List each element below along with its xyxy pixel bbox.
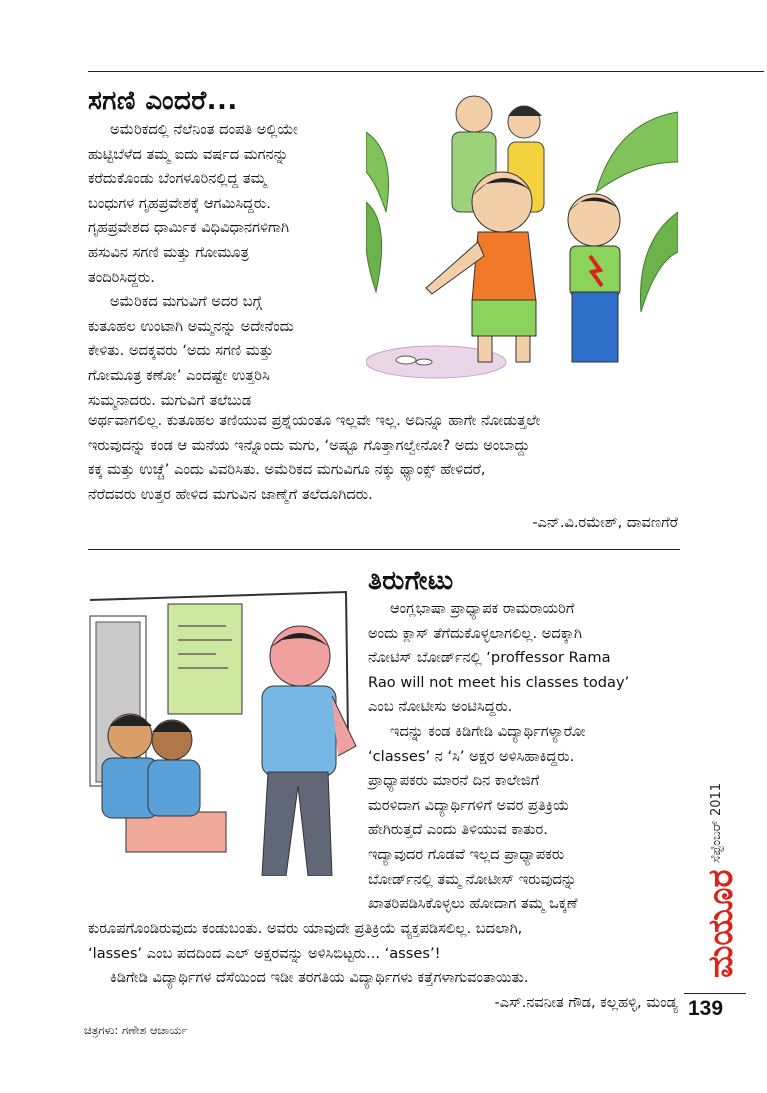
story2-line: ಇದನ್ನು ಕಂಡ ಕಿಡಿಗೇಡಿ ವಿದ್ಯಾರ್ಥಿಗಳ್ಯಾರೋ [390,722,586,740]
illustration-credit: ಚಿತ್ರಗಳು: ಗಣೇಶ ಆಚಾರ್ಯ [84,1023,188,1037]
story2-line: ಇದ್ಯಾವುದರ ಗೊಡವೆ ಇಲ್ಲದ ಪ್ರಾಧ್ಯಾಪಕರು [368,845,565,863]
page-number-rule [684,993,746,994]
page-number: 139 [688,997,724,1020]
story2-line: ಹೇಗಿರುತ್ತದೆ ಎಂದು ತಿಳಿಯುವ ಕಾತುರ. [368,821,548,839]
story2-line: ‘lasses’ ಎಂಬ ಪದದಿಂದ ಎಲ್ ಅಕ್ಷರವನ್ನು ಅಳಿಸಿಬಿಟ್ಟರು... ‘asses’! [88,944,441,962]
story2-line: ಅಂದು ಕ್ಲಾಸ್ ತೆಗೆದುಕೊಳ್ಳಲಾಗಲಿಲ್ಲ. ಅದಕ್ಕಾಗಿ [368,624,582,642]
story2-line: ಕಿಡಿಗೇಡಿ ವಿದ್ಯಾರ್ಥಿಗಳ ದೆಸೆಯಿಂದ ಇಡೀ ತರಗತಿಯ ವಿದ್ಯಾರ್ಥಿಗಳು ಕತ್ತೆಗಳಾಗುವಂತಾಯಿತು. [110,969,529,987]
children-cartoon-image [366,92,678,398]
story1-line: ಸುಮ್ಮನಾದರು. ಮಗುವಿಗೆ ತಲೆಬುಡ [88,391,252,409]
story1-line: ಕುತೂಹಲ ಉಂಟಾಗಿ ಅಮ್ಮನನ್ನು ಅದೇನೆಂದು [88,317,294,335]
top-rule [88,71,764,72]
story1-line: ಬಂಧುಗಳ ಗೃಹಪ್ರವೇಶಕ್ಕೆ ಆಗಮಿಸಿದ್ದರು. [88,194,271,212]
story2-line: ನೋಟಿಸ್ ಬೋರ್ಡ್‌ನಲ್ಲಿ ‘proffessor Rama [368,649,611,667]
story2-title: ತಿರುಗೇಟು [368,566,454,596]
story1-line: ಕಕ್ಕ ಮತ್ತು ಉಚ್ಚೆ’ ಎಂದು ವಿವರಿಸಿತು. ಅಮೆರಿಕದ ಮಗುವಿಗೂ ನಕ್ಕು ಥ್ಯಾಂಕ್ಸ್ ಹೇಳಿದರೆ, [88,461,486,479]
issue-date [700,775,730,865]
story2-illustration [86,586,366,876]
story2-line: ಆಂಗ್ಲಭಾಷಾ ಪ್ರಾಧ್ಯಾಪಕ ರಾಮರಾಯರಿಗೆ [390,600,575,617]
story1-title: ಸಗಣಿ ಎಂದರೆ... [88,86,238,116]
story1-line: ತಂದಿರಿಸಿದ್ದರು. [88,268,155,286]
story2-line: ಮರಳಿದಾಗ ವಿದ್ಯಾರ್ಥಿಗಳಿಗೆ ಅವರ ಪ್ರತಿಕ್ರಿಯೆ [368,796,570,814]
magazine-logo-text: ಮಯೂರ [701,869,741,978]
middle-rule [88,549,680,550]
story2-line: ಖಾತರಿಪಡಿಸಿಕೊಳ್ಳಲು ಹೋದಾಗ ತಮ್ಮ ಒಕ್ಕಣೆ [368,895,578,913]
story1-credit: -ಎನ್.ವಿ.ರಮೇಶ್, ದಾವಣಗೆರೆ [532,514,678,531]
story1-line: ಹಸುವಿನ ಸಗಣಿ ಮತ್ತು ಗೋಮೂತ್ರ [88,243,249,261]
story2-credit: -ಎಸ್.ನವನೀತ ಗೌಡ, ಕಲ್ಲಹಳ್ಳಿ, ಮಂಡ್ಯ [494,994,678,1011]
story2-line: ಬೋರ್ಡ್‌ನಲ್ಲಿ ತಮ್ಮ ನೋಟೀಸ್ ಇರುವುದನ್ನು [368,870,577,888]
story1-line: ಕರೆದುಕೊಂಡು ಬೆಂಗಳೂರಿನಲ್ಲಿದ್ದ ತಮ್ಮ [88,170,267,188]
story1-line: ಇರುವುದನ್ನು ಕಂಡ ಆ ಮನೆಯ ಇನ್ನೊಂದು ಮಗು, ‘ಅಷ್ಟೂ ಗೊತ್ತಾಗಲ್ವೇನೋ? ಅದು ಅಂಬಾದ್ದು [88,436,530,454]
story2-bottom-text [88,917,678,991]
story1-line: ನೆರೆದವರು ಉತ್ತರ ಹೇಳಿದ ಮಗುವಿನ ಜಾಣ್ಮೆಗೆ ತಲೆದೂಗಿದರು. [88,485,373,503]
story1-top-text [88,118,364,413]
story1-line: ಗೋಮೂತ್ರ ಕಣೋ’ ಎಂದಷ್ಟೇ ಉತ್ತರಿಸಿ [88,366,270,384]
magazine-logo [692,868,742,980]
story2-line: ಪ್ರಾಧ್ಯಾಪಕರು ಮಾರನೆ ದಿನ ಕಾಲೇಜಿಗೆ [368,772,540,790]
story1-line: ಹುಟ್ಟಿಬೆಳೆದ ತಮ್ಮ ಐದು ವರ್ಷದ ಮಗನನ್ನು [88,145,289,163]
story2-line: ‘classes’ ನ ‘ಸಿ’ ಅಕ್ಷರ ಅಳಿಸಿಹಾಕಿದ್ದರು. [368,747,575,765]
story2-line: Rao will not meet his classes today’ [368,673,630,691]
story2-top-text [368,597,678,917]
story2-line: ಎಂಬ ನೋಟೀಸು ಅಂಟಿಸಿದ್ದರು. [368,698,513,716]
story2-line: ಕುರೂಪಗೊಂಡಿರುವುದು ಕಂಡುಬಂತು. ಅವರು ಯಾವುದೇ ಪ್ರತಿಕ್ರಿಯೆ ವ್ಯಕ್ತಪಡಿಸಲಿಲ್ಲ. ಬದಲಾಗಿ, [88,920,523,937]
story1-line: ಅಮೆರಿಕದ ಮಗುವಿಗೆ ಅದರ ಬಗ್ಗೆ [110,293,262,311]
classroom-cartoon-image [86,586,366,876]
story1-bottom-text [88,409,678,507]
story1-line: ಅಮೆರಿಕದಲ್ಲಿ ನೆಲೆನಿಂತ ದಂಪತಿ ಅಲ್ಲಿಯೇ [110,121,298,138]
story1-line: ಗೃಹಪ್ರವೇಶದ ಧಾರ್ಮಿಕ ವಿಧಿವಿಧಾನಗಳಿಗಾಗಿ [88,219,290,237]
story1-line: ಅರ್ಥವಾಗಲಿಲ್ಲ. ಕುತೂಹಲ ತಣಿಯುವ ಪ್ರಶ್ನೆಯಂತೂ ಇಲ್ಲವೇ ಇಲ್ಲ. ಅದಿನ್ನೂ ಹಾಗೇ ನೋಡುತ್ತಲೇ [88,412,541,429]
story1-line: ಕೇಳಿತು. ಅದಕ್ಕವರು ‘ಅದು ಸಗಣಿ ಮತ್ತು [88,342,274,360]
issue-date-text: ಸೆಪ್ಟೆಂಬರ್ 2011 [709,782,724,863]
story1-illustration [366,92,678,398]
